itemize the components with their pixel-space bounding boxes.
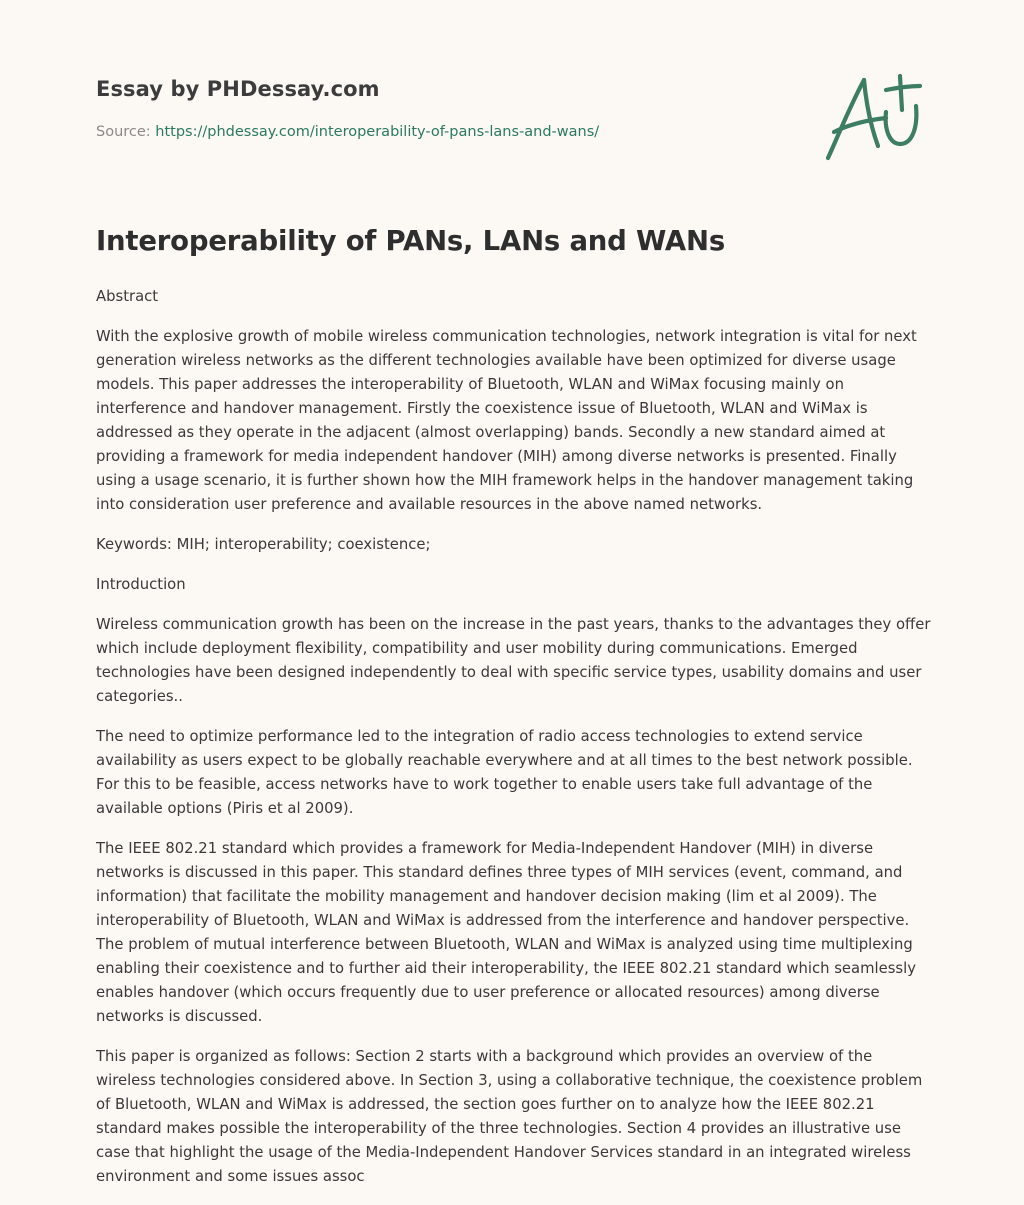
source-label: Source:: [96, 124, 151, 140]
section-heading-abstract: Abstract: [96, 288, 159, 305]
paragraph-intro-3: The IEEE 802.21 standard which provides a framework for Media-Independent Handover (MIH) in diverse networks is discussed in this paper. This standard defines three types of MIH services (event, command, and information) that facilitate the mobility management and handover decision making (lim et al 2009). The interoperability of Bluetooth, WLAN and WiMax is addressed from the interference and handover perspective. The problem of mutual interference between Bluetooth, WLAN and WiMax is analyzed using time multiplexing enabling their coexistence and to further aid their interoperability, the IEEE 802.21 standard which seamlessly enables handover (which occurs frequently due to user preference or allocated resources) among diverse networks is discussed.: [96, 840, 917, 1025]
essay-body: [96, 285, 934, 1205]
essay-title: Interoperability of PANs, LANs and WANs: [96, 225, 725, 257]
source-link[interactable]: https://phdessay.com/interoperability-of-pans-lans-and-wans/: [155, 124, 600, 140]
source-line: [96, 124, 599, 140]
site-title: Essay by PHDessay.com: [96, 77, 380, 101]
paragraph-keywords: Keywords: MIH; interoperability; coexistence;: [96, 536, 431, 553]
paragraph-intro-4: This paper is organized as follows: Section 2 starts with a background which provides an overview of the wireless technologies considered above. In Section 3, using a collaborative technique, the coexistence problem of Bluetooth, WLAN and WiMax is addressed, the section goes further on to analyze how the IEEE 802.21 standard makes possible the interoperability of the three technologies. Section 4 provides an illustrative use case that highlight the usage of the Media-Independent Handover Services standard in an integrated wireless environment and some issues assoc: [96, 1048, 923, 1185]
a-plus-logo-icon: [820, 66, 930, 166]
section-heading-introduction: Introduction: [96, 576, 186, 593]
paragraph-intro-2: The need to optimize performance led to the integration of radio access technologies to extend service availability as users expect to be globally reachable everywhere and at all times to the best network possible. For this to be feasible, access networks have to work together to enable users take full advantage of the available options (Piris et al 2009).: [96, 728, 913, 817]
paragraph-intro-1: Wireless communication growth has been on the increase in the past years, thanks to the advantages they offer which include deployment flexibility, compatibility and user mobility during communications. Emerged technologies have been designed independently to deal with specific service types, usability domains and user categories..: [96, 616, 931, 705]
paragraph-abstract: With the explosive growth of mobile wireless communication technologies, network integration is vital for next generation wireless networks as the different technologies available have been optimized for diverse usage models. This paper addresses the interoperability of Bluetooth, WLAN and WiMax focusing mainly on interference and handover management. Firstly the coexistence issue of Bluetooth, WLAN and WiMax is addressed as they operate in the adjacent (almost overlapping) bands. Secondly a new standard aimed at providing a framework for media independent handover (MIH) among diverse networks is presented. Finally using a usage scenario, it is further shown how the MIH framework helps in the handover management taking into consideration user preference and available resources in the above named networks.: [96, 328, 917, 513]
